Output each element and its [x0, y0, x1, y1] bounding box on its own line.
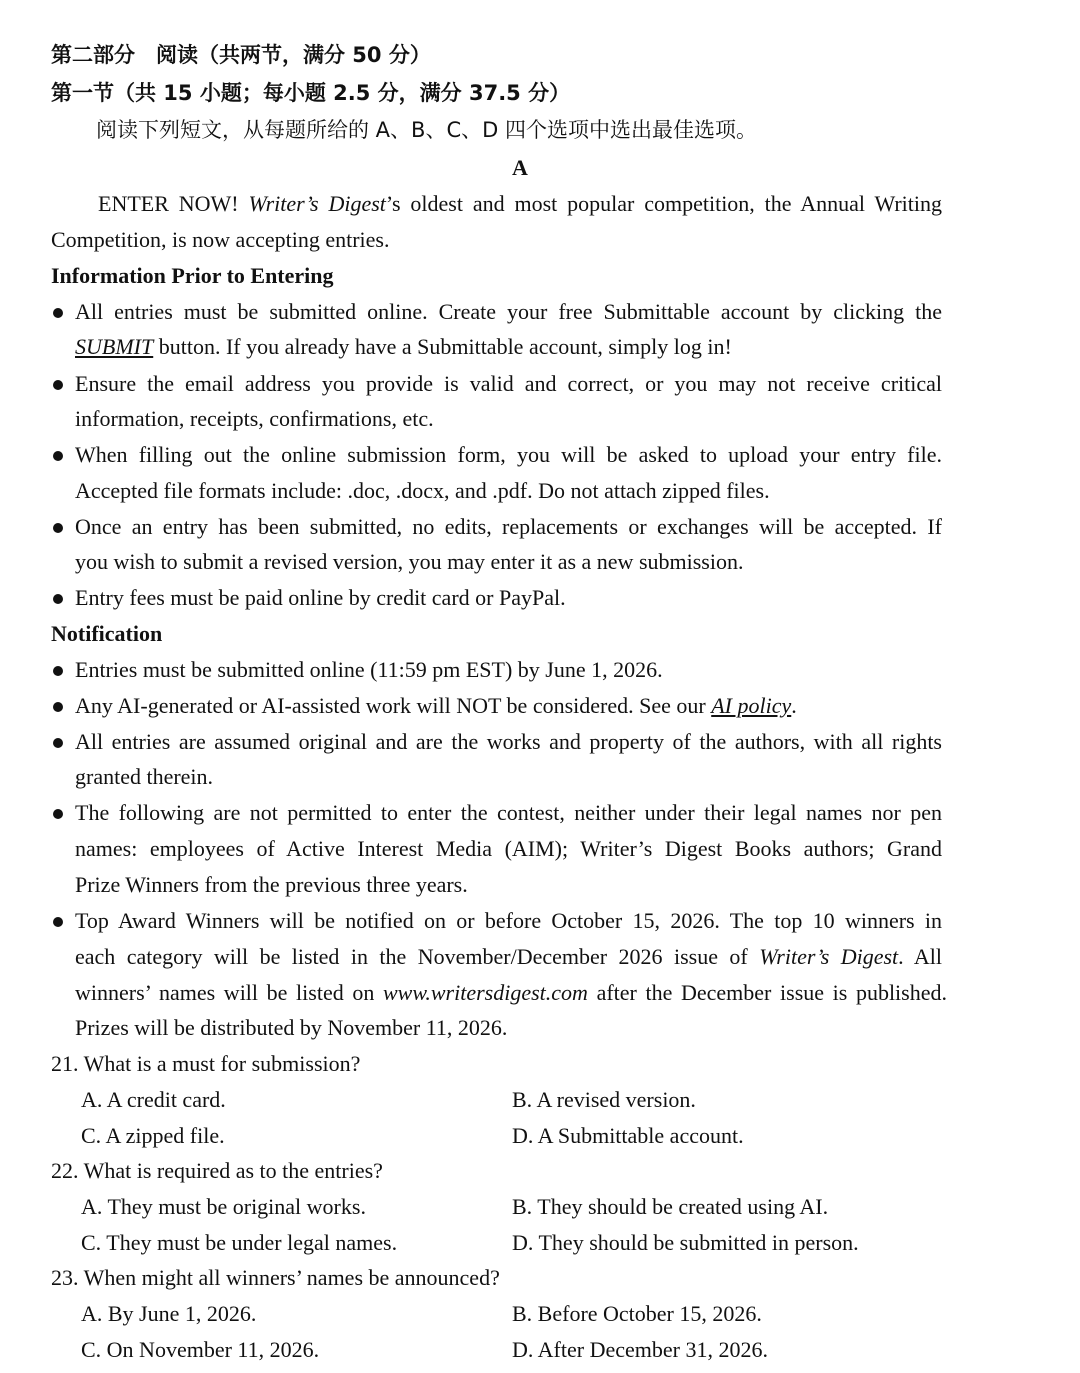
bullet-dot	[53, 702, 63, 712]
info-bullet-3-line-1: When filling out the online submission form, you will be asked to upload your entry file.	[75, 442, 942, 467]
intro-line-1: ENTER NOW! Writer’s Digest’s oldest and most popular competition, the Annual Writing	[98, 191, 942, 216]
question-21-option-c[interactable]: C. A zipped file.	[81, 1123, 225, 1148]
question-21-option-d[interactable]: D. A Submittable account.	[512, 1123, 744, 1148]
notification-bullet-4-line-2: names: employees of Active Interest Media (AIM); Writer’s Digest Books authors; Grand	[75, 836, 942, 861]
instruction: 阅读下列短文，从每题所给的 A、B、C、D 四个选项中选出最佳选项。	[96, 118, 757, 142]
website-link[interactable]: www.writersdigest.com	[382, 980, 588, 1005]
notification-bullet-4-line-1: The following are not permitted to enter the contest, neither under their legal names nor pen	[75, 800, 942, 825]
question-23-option-b[interactable]: B. Before October 15, 2026.	[512, 1301, 762, 1326]
section-title: 第一节（共 15 小题；每小题 2.5 分，满分 37.5 分）	[51, 81, 571, 105]
notification-bullet-5-line-4: Prizes will be distributed by November 11, 2026.	[75, 1015, 508, 1040]
question-21-option-b[interactable]: B. A revised version.	[512, 1087, 696, 1112]
notification-bullet-2: Any AI-generated or AI-assisted work will NOT be considered. See our AI policy.	[75, 693, 797, 718]
info-bullet-1-line-1: All entries must be submitted online. Create your free Submittable account by clicking the	[75, 299, 942, 324]
bullet-dot	[53, 308, 63, 318]
info-bullet-2-line-1: Ensure the email address you provide is valid and correct, or you may not receive critical	[75, 371, 942, 396]
bullet-dot	[53, 917, 63, 927]
notification-bullet-5-line-1: Top Award Winners will be notified on or before October 15, 2026. The top 10 winners in	[75, 908, 942, 933]
notification-bullet-3-line-1: All entries are assumed original and are the works and property of the authors, with all rights	[75, 729, 942, 754]
bullet-dot	[53, 451, 63, 461]
question-22-option-a[interactable]: A. They must be original works.	[81, 1194, 366, 1219]
info-bullet-4-line-1: Once an entry has been submitted, no edits, replacements or exchanges will be accepted. If	[75, 514, 942, 539]
bullet-dot	[53, 523, 63, 533]
notification-bullet-5-line-3: winners’ names will be listed on www.writersdigest.com after the December issue is published.	[75, 980, 947, 1005]
notification-bullet-1: Entries must be submitted online (11:59 pm EST) by June 1, 2026.	[75, 657, 663, 682]
notification-heading: Notification	[51, 621, 163, 646]
notification-bullet-3-line-2: granted therein.	[75, 764, 214, 789]
question-23-option-c[interactable]: C. On November 11, 2026.	[81, 1337, 320, 1362]
question-23-option-d[interactable]: D. After December 31, 2026.	[512, 1337, 768, 1362]
bullet-dot	[53, 809, 63, 819]
notification-bullet-5-line-2: each category will be listed in the November/December 2026 issue of Writer’s Digest. All	[75, 944, 943, 969]
bullet-dot	[53, 666, 63, 676]
question-22-option-d[interactable]: D. They should be submitted in person.	[512, 1230, 859, 1255]
info-bullet-2-line-2: information, receipts, confirmations, etc.	[75, 406, 434, 431]
bullet-dot	[53, 738, 63, 748]
question-21-option-a[interactable]: A. A credit card.	[81, 1087, 226, 1112]
info-bullet-5-line-1: Entry fees must be paid online by credit card or PayPal.	[75, 585, 566, 610]
part-title: 第二部分 阅读（共两节，满分 50 分）	[51, 43, 431, 67]
submit-link[interactable]: SUBMIT	[75, 334, 154, 359]
question-22-stem: 22. What is required as to the entries?	[51, 1158, 383, 1183]
ai-policy-link[interactable]: AI policy	[711, 693, 792, 718]
info-heading: Information Prior to Entering	[51, 263, 334, 288]
question-22-option-c[interactable]: C. They must be under legal names.	[81, 1230, 398, 1255]
intro-line-2: Competition, is now accepting entries.	[51, 227, 390, 252]
bullet-dot	[53, 380, 63, 390]
info-bullet-4-line-2: you wish to submit a revised version, you may enter it as a new submission.	[75, 549, 744, 574]
info-bullet-3-line-2: Accepted file formats include: .doc, .docx, and .pdf. Do not attach zipped files.	[75, 478, 770, 503]
question-23-option-a[interactable]: A. By June 1, 2026.	[81, 1301, 257, 1326]
bullet-dot	[53, 594, 63, 604]
notification-bullet-4-line-3: Prize Winners from the previous three years.	[75, 872, 468, 897]
question-22-option-b[interactable]: B. They should be created using AI.	[512, 1194, 829, 1219]
passage-letter: A	[512, 155, 528, 180]
question-21-stem: 21. What is a must for submission?	[51, 1051, 361, 1076]
info-bullet-1-line-2: SUBMIT button. If you already have a Submittable account, simply log in!	[75, 334, 732, 359]
question-23-stem: 23. When might all winners’ names be announced?	[51, 1265, 500, 1290]
